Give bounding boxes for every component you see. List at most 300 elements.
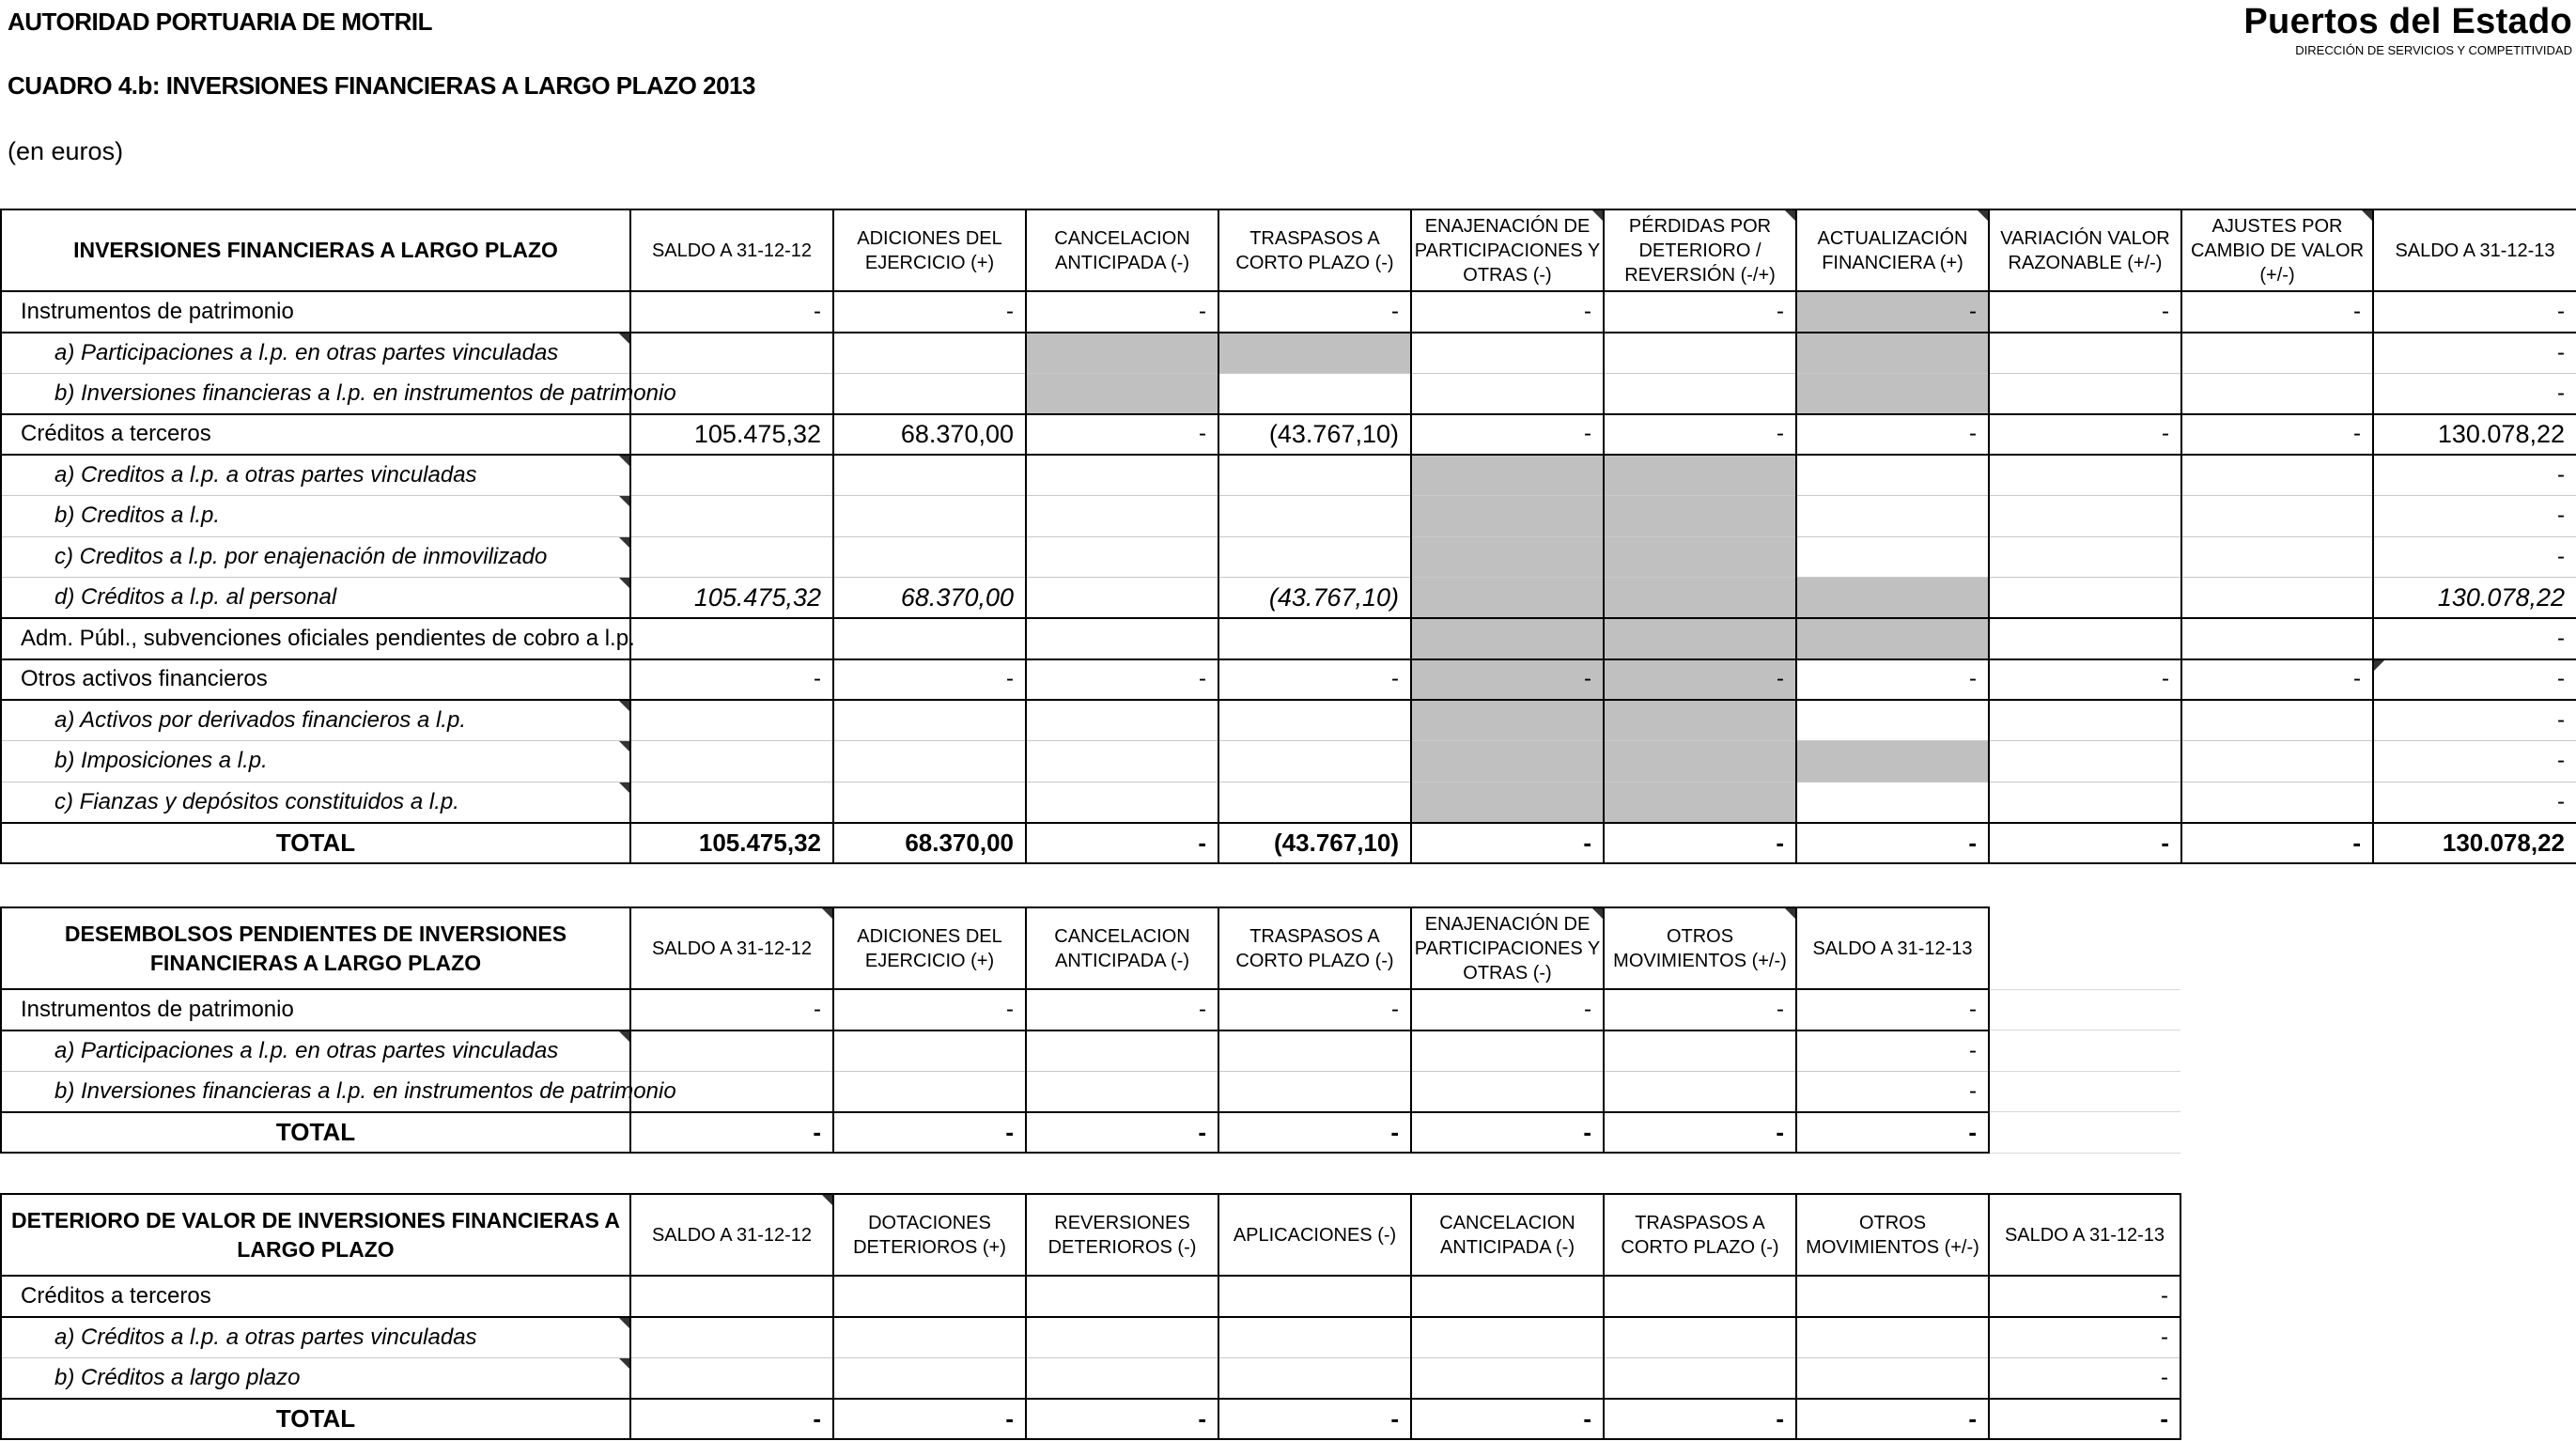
cell xyxy=(1796,373,1989,414)
brand-subtitle: DIRECCIÓN DE SERVICIOS Y COMPETITIVIDAD xyxy=(2295,43,2572,57)
cell xyxy=(1026,373,1218,414)
cell xyxy=(833,496,1026,537)
cell xyxy=(1411,1357,1604,1399)
cell: - xyxy=(2373,455,2576,496)
cell xyxy=(833,782,1026,823)
column-header: SALDO A 31-12-13 xyxy=(1796,907,1989,989)
cell: - xyxy=(2373,700,2576,741)
cell xyxy=(1411,782,1604,823)
row-label xyxy=(1,700,630,741)
cell xyxy=(1218,373,1411,414)
cell xyxy=(833,700,1026,741)
row-label-text: b) Créditos a largo plazo xyxy=(54,1364,301,1390)
cell xyxy=(1989,373,2181,414)
cell: - xyxy=(1411,1112,1604,1154)
cell xyxy=(1026,536,1218,578)
cell xyxy=(1218,700,1411,741)
cell: - xyxy=(1218,1112,1411,1154)
cell xyxy=(1604,618,1796,659)
cell xyxy=(630,496,833,537)
column-header: ACTUALIZACIÓN FINANCIERA (+) xyxy=(1796,209,1989,291)
cell xyxy=(2181,578,2373,619)
cell xyxy=(1604,578,1796,619)
cell xyxy=(1604,782,1796,823)
row-label xyxy=(1,455,630,496)
cell xyxy=(630,782,833,823)
column-header: SALDO A 31-12-12 xyxy=(630,209,833,291)
cell xyxy=(1026,1317,1218,1358)
cell: - xyxy=(1218,291,1411,333)
table-row xyxy=(1,414,2576,456)
cell xyxy=(1218,1357,1411,1399)
row-label xyxy=(1,1317,630,1358)
row-label: Créditos a terceros xyxy=(1,414,630,456)
cell: - xyxy=(2181,291,2373,333)
column-header: OTROS MOVIMIENTOS (+/-) xyxy=(1796,1194,1989,1276)
cell: - xyxy=(1796,1399,1989,1440)
cell: - xyxy=(1796,1030,1989,1072)
cell: - xyxy=(630,659,833,701)
cell xyxy=(833,1357,1026,1399)
row-label: Otros activos financieros xyxy=(1,659,630,701)
cell: - xyxy=(833,291,1026,333)
cell xyxy=(1218,1071,1411,1112)
table-row xyxy=(1,536,2576,578)
row-label-text: b) Creditos a l.p. xyxy=(54,503,221,529)
column-header: ADICIONES DEL EJERCICIO (+) xyxy=(833,907,1026,989)
cell xyxy=(1026,496,1218,537)
cell: - xyxy=(2373,659,2576,701)
cell xyxy=(630,333,833,374)
table-header xyxy=(1,907,2180,989)
cell xyxy=(1218,496,1411,537)
cell xyxy=(2181,536,2373,578)
cell xyxy=(1411,1030,1604,1072)
cell xyxy=(1411,373,1604,414)
cell xyxy=(630,1276,833,1317)
row-label xyxy=(1,1357,630,1399)
cell xyxy=(630,536,833,578)
cell xyxy=(1026,1071,1218,1112)
row-label-text: b) Imposiciones a l.p. xyxy=(54,748,268,774)
cell: - xyxy=(2181,414,2373,456)
row-label xyxy=(1,373,676,414)
cell xyxy=(1796,1357,1989,1399)
cell xyxy=(1989,618,2181,659)
row-label-text: a) Participaciones a l.p. en otras partes vinculadas xyxy=(54,339,559,365)
cell xyxy=(1604,1357,1796,1399)
cell xyxy=(1604,1071,1796,1112)
total-label: TOTAL xyxy=(1,1399,630,1440)
column-header: REVERSIONES DETERIOROS (-) xyxy=(1026,1194,1218,1276)
row-label-text: d) Créditos a l.p. al personal xyxy=(54,584,337,610)
cell xyxy=(1218,1317,1411,1358)
cell: - xyxy=(2373,373,2576,414)
cell: - xyxy=(833,1112,1026,1154)
cell: - xyxy=(1989,291,2181,333)
cell: 130.078,22 xyxy=(2373,414,2576,456)
cell: - xyxy=(2373,291,2576,333)
organization-name: AUTORIDAD PORTUARIA DE MOTRIL xyxy=(8,8,433,36)
cell xyxy=(1218,333,1411,374)
row-label: Instrumentos de patrimonio xyxy=(1,989,630,1030)
cell xyxy=(1218,782,1411,823)
column-header: CANCELACION ANTICIPADA (-) xyxy=(1026,209,1218,291)
cell: - xyxy=(1989,414,2181,456)
table-row xyxy=(1,1357,2180,1399)
cell xyxy=(833,1030,1026,1072)
total-label: TOTAL xyxy=(1,823,630,864)
spacer xyxy=(1989,1071,2180,1112)
table-row xyxy=(1,989,2180,1030)
row-label xyxy=(1,618,635,659)
table-row xyxy=(1,700,2576,741)
pending-disbursements-table xyxy=(0,906,2180,1154)
cell xyxy=(833,618,1026,659)
cell: - xyxy=(630,291,833,333)
cell xyxy=(1604,1030,1796,1072)
table-row xyxy=(1,1276,2180,1317)
cell xyxy=(1411,333,1604,374)
cell: - xyxy=(1218,1399,1411,1440)
spacer xyxy=(1989,907,2180,989)
cell xyxy=(2181,496,2373,537)
cell: - xyxy=(1796,823,1989,864)
cell xyxy=(2181,333,2373,374)
total-label: TOTAL xyxy=(1,1112,630,1154)
cell: - xyxy=(2373,333,2576,374)
cell: - xyxy=(1026,291,1218,333)
row-label xyxy=(1,333,630,374)
cell xyxy=(2181,373,2373,414)
column-header: ADICIONES DEL EJERCICIO (+) xyxy=(833,209,1026,291)
cell xyxy=(1989,496,2181,537)
cell xyxy=(1604,536,1796,578)
cell: - xyxy=(2373,782,2576,823)
table-row xyxy=(1,659,2576,701)
cell xyxy=(1989,782,2181,823)
cell xyxy=(833,373,1026,414)
cell xyxy=(1411,618,1604,659)
cell xyxy=(833,1317,1026,1358)
cell xyxy=(1026,618,1218,659)
cell xyxy=(630,700,833,741)
table-row xyxy=(1,455,2576,496)
cell xyxy=(1411,578,1604,619)
cell: - xyxy=(833,989,1026,1030)
cell xyxy=(1026,455,1218,496)
cell: - xyxy=(833,659,1026,701)
cell: - xyxy=(1604,291,1796,333)
cell xyxy=(1604,333,1796,374)
cell xyxy=(630,1030,833,1072)
column-header: APLICACIONES (-) xyxy=(1218,1194,1411,1276)
cell xyxy=(833,536,1026,578)
row-label-text: b) Inversiones financieras a l.p. en instrumentos de patrimonio xyxy=(54,1077,676,1104)
cell xyxy=(1989,536,2181,578)
cell xyxy=(2181,618,2373,659)
cell xyxy=(1411,536,1604,578)
cell: - xyxy=(1989,659,2181,701)
cell xyxy=(1218,741,1411,782)
cell xyxy=(1796,578,1989,619)
spacer xyxy=(1989,1030,2180,1072)
cell xyxy=(1411,1071,1604,1112)
table-row xyxy=(1,373,2576,414)
spacer xyxy=(1989,1112,2180,1154)
column-header: CANCELACION ANTICIPADA (-) xyxy=(1411,1194,1604,1276)
column-header: PÉRDIDAS POR DETERIORO / REVERSIÓN (-/+) xyxy=(1604,209,1796,291)
column-header: ENAJENACIÓN DE PARTICIPACIONES Y OTRAS (-) xyxy=(1411,209,1604,291)
cell xyxy=(1796,1276,1989,1317)
cell xyxy=(630,741,833,782)
column-header: DOTACIONES DETERIOROS (+) xyxy=(833,1194,1026,1276)
column-header: ENAJENACIÓN DE PARTICIPACIONES Y OTRAS (-) xyxy=(1411,907,1604,989)
cell: - xyxy=(1026,1399,1218,1440)
cell: - xyxy=(1604,659,1796,701)
cell xyxy=(1218,1276,1411,1317)
cell: - xyxy=(630,1112,833,1154)
total-row xyxy=(1,1399,2180,1440)
cell: - xyxy=(833,1399,1026,1440)
cell: - xyxy=(1026,1112,1218,1154)
cell xyxy=(1604,1317,1796,1358)
cell: 68.370,00 xyxy=(833,823,1026,864)
cell xyxy=(1026,700,1218,741)
cell xyxy=(833,1276,1026,1317)
column-header: SALDO A 31-12-12 xyxy=(630,1194,833,1276)
cell xyxy=(1796,536,1989,578)
cell: - xyxy=(1989,1357,2180,1399)
cell xyxy=(1989,700,2181,741)
row-label-text: a) Creditos a l.p. a otras partes vinculadas xyxy=(54,462,477,488)
row-label xyxy=(1,1071,676,1112)
cell xyxy=(1411,496,1604,537)
column-header: VARIACIÓN VALOR RAZONABLE (+/-) xyxy=(1989,209,2181,291)
cell xyxy=(1604,373,1796,414)
cell: - xyxy=(2373,618,2576,659)
cell xyxy=(1796,782,1989,823)
cell xyxy=(1796,455,1989,496)
cell: - xyxy=(1411,823,1604,864)
cell xyxy=(630,618,833,659)
cell xyxy=(1796,618,1989,659)
column-header: AJUSTES POR CAMBIO DE VALOR (+/-) xyxy=(2181,209,2373,291)
cell xyxy=(833,455,1026,496)
column-header: SALDO A 31-12-13 xyxy=(2373,209,2576,291)
cell xyxy=(1026,333,1218,374)
cell xyxy=(1989,455,2181,496)
cell: - xyxy=(1411,414,1604,456)
cell: - xyxy=(1989,1317,2180,1358)
cell xyxy=(1411,455,1604,496)
column-header: SALDO A 31-12-12 xyxy=(630,907,833,989)
cell: - xyxy=(630,989,833,1030)
cell xyxy=(1411,700,1604,741)
cell xyxy=(630,455,833,496)
column-header: TRASPASOS A CORTO PLAZO (-) xyxy=(1218,907,1411,989)
cell: 105.475,32 xyxy=(630,578,833,619)
cell xyxy=(1604,741,1796,782)
cell: - xyxy=(1604,414,1796,456)
cell xyxy=(1218,1030,1411,1072)
cell: - xyxy=(1604,1399,1796,1440)
cell: - xyxy=(2373,496,2576,537)
cell xyxy=(2181,782,2373,823)
cell: - xyxy=(1026,414,1218,456)
cell xyxy=(1411,741,1604,782)
row-label: Instrumentos de patrimonio xyxy=(1,291,630,333)
cell: - xyxy=(1796,1112,1989,1154)
cell xyxy=(2181,455,2373,496)
cell: - xyxy=(630,1399,833,1440)
cell: - xyxy=(1026,823,1218,864)
cell xyxy=(1796,496,1989,537)
cell xyxy=(833,1071,1026,1112)
row-label-text: b) Inversiones financieras a l.p. en instrumentos de patrimonio xyxy=(54,380,676,406)
row-label xyxy=(1,1030,630,1072)
cell xyxy=(1604,496,1796,537)
cell: 68.370,00 xyxy=(833,578,1026,619)
table-row xyxy=(1,578,2576,619)
cell xyxy=(2181,741,2373,782)
cell xyxy=(1989,741,2181,782)
cell xyxy=(1604,1276,1796,1317)
cell: - xyxy=(1796,1071,1989,1112)
table-header xyxy=(1,209,2576,291)
cell xyxy=(630,1357,833,1399)
cell xyxy=(1026,578,1218,619)
cell: - xyxy=(1604,1112,1796,1154)
cell xyxy=(1218,618,1411,659)
row-label: Créditos a terceros xyxy=(1,1276,630,1317)
cell xyxy=(1604,700,1796,741)
cell xyxy=(1989,578,2181,619)
row-label-text: a) Participaciones a l.p. en otras partes vinculadas xyxy=(54,1037,559,1063)
row-label xyxy=(1,782,630,823)
column-header: TRASPASOS A CORTO PLAZO (-) xyxy=(1604,1194,1796,1276)
table-row xyxy=(1,496,2576,537)
column-header: SALDO A 31-12-13 xyxy=(1989,1194,2180,1276)
cell: - xyxy=(1411,989,1604,1030)
units-note: (en euros) xyxy=(8,137,124,165)
table-heading: DETERIORO DE VALOR DE INVERSIONES FINANCIERAS A LARGO PLAZO xyxy=(1,1194,630,1276)
cell: - xyxy=(1411,1399,1604,1440)
cell: (43.767,10) xyxy=(1218,578,1411,619)
cell: - xyxy=(1796,414,1989,456)
cell: - xyxy=(1989,1276,2180,1317)
table-title: CUADRO 4.b: INVERSIONES FINANCIERAS A LARGO PLAZO 2013 xyxy=(8,71,755,100)
table-row xyxy=(1,291,2576,333)
table-header xyxy=(1,1194,2180,1276)
cell: - xyxy=(1989,823,2181,864)
cell: - xyxy=(1026,989,1218,1030)
cell: - xyxy=(1026,659,1218,701)
row-label-text: c) Fianzas y depósitos constituidos a l.p. xyxy=(54,788,459,814)
cell: (43.767,10) xyxy=(1218,823,1411,864)
spacer xyxy=(1989,989,2180,1030)
cell: - xyxy=(1411,659,1604,701)
cell xyxy=(1026,1030,1218,1072)
row-label xyxy=(1,496,630,537)
cell xyxy=(1218,455,1411,496)
table-heading: INVERSIONES FINANCIERAS A LARGO PLAZO xyxy=(1,209,630,291)
cell: 68.370,00 xyxy=(833,414,1026,456)
cell: - xyxy=(2373,536,2576,578)
cell xyxy=(1796,333,1989,374)
table-row xyxy=(1,741,2576,782)
cell xyxy=(833,333,1026,374)
cell: - xyxy=(1604,989,1796,1030)
row-label-text: Adm. Públ., subvenciones oficiales pendientes de cobro a l.p. xyxy=(21,625,635,651)
table-row xyxy=(1,618,2576,659)
cell xyxy=(1796,1317,1989,1358)
table-row xyxy=(1,1030,2180,1072)
investments-table xyxy=(0,209,2576,864)
cell: 105.475,32 xyxy=(630,823,833,864)
cell xyxy=(1796,741,1989,782)
cell xyxy=(1218,536,1411,578)
row-label-text: c) Creditos a l.p. por enajenación de inmovilizado xyxy=(54,543,548,569)
cell xyxy=(2181,700,2373,741)
cell xyxy=(1989,333,2181,374)
column-header: CANCELACION ANTICIPADA (-) xyxy=(1026,907,1218,989)
cell: - xyxy=(1989,1399,2180,1440)
cell: 105.475,32 xyxy=(630,414,833,456)
row-label xyxy=(1,536,630,578)
cell: 130.078,22 xyxy=(2373,578,2576,619)
cell xyxy=(1796,700,1989,741)
cell: - xyxy=(2373,741,2576,782)
cell: - xyxy=(1218,989,1411,1030)
cell xyxy=(1411,1317,1604,1358)
column-header: OTROS MOVIMIENTOS (+/-) xyxy=(1604,907,1796,989)
cell: 130.078,22 xyxy=(2373,823,2576,864)
cell: (43.767,10) xyxy=(1218,414,1411,456)
cell xyxy=(1411,1276,1604,1317)
cell: - xyxy=(1796,989,1989,1030)
row-label-text: a) Créditos a l.p. a otras partes vinculadas xyxy=(54,1324,477,1350)
cell: - xyxy=(1218,659,1411,701)
table-row xyxy=(1,782,2576,823)
cell: - xyxy=(2181,659,2373,701)
brand-name: Puertos del Estado xyxy=(2243,2,2572,41)
table-row xyxy=(1,1071,2180,1112)
table-heading: DESEMBOLSOS PENDIENTES DE INVERSIONES FINANCIERAS A LARGO PLAZO xyxy=(1,907,630,989)
impairment-table xyxy=(0,1193,2181,1440)
brand-logo xyxy=(2243,2,2572,57)
cell xyxy=(1026,1357,1218,1399)
row-label xyxy=(1,578,630,619)
cell xyxy=(1026,782,1218,823)
total-row xyxy=(1,1112,2180,1154)
row-label xyxy=(1,741,630,782)
cell xyxy=(630,1317,833,1358)
table-row xyxy=(1,333,2576,374)
cell xyxy=(1026,1276,1218,1317)
cell: - xyxy=(1604,823,1796,864)
row-label-text: a) Activos por derivados financieros a l.p. xyxy=(54,707,466,733)
cell xyxy=(1026,741,1218,782)
cell: - xyxy=(1411,291,1604,333)
cell: - xyxy=(1796,291,1989,333)
column-header: TRASPASOS A CORTO PLAZO (-) xyxy=(1218,209,1411,291)
table-row xyxy=(1,1317,2180,1358)
total-row xyxy=(1,823,2576,864)
cell: - xyxy=(2181,823,2373,864)
cell xyxy=(1604,455,1796,496)
cell: - xyxy=(1796,659,1989,701)
